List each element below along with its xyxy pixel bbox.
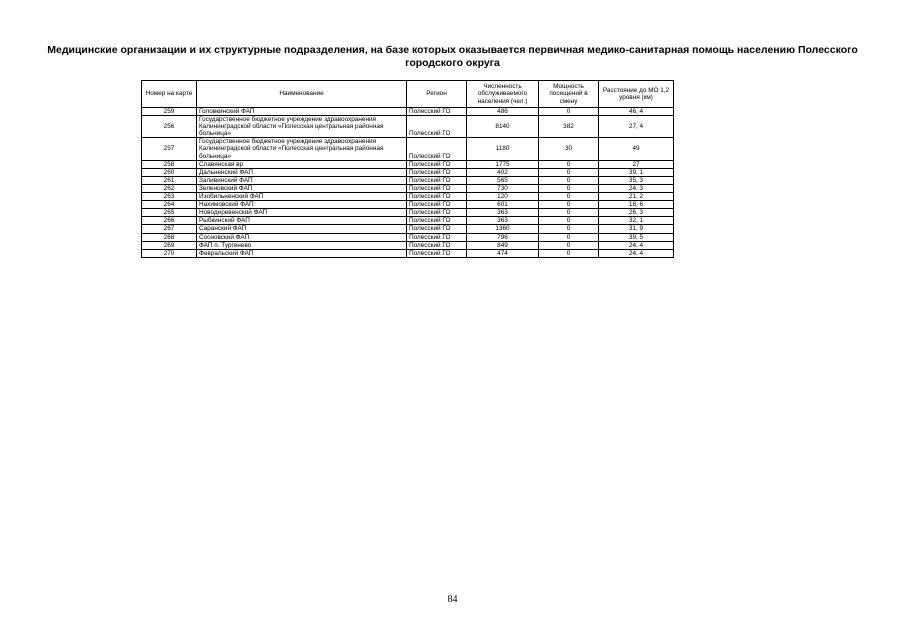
cell-name: Саранский ФАП xyxy=(197,225,407,233)
table-row xyxy=(142,116,674,138)
cell-name: Славянская вр xyxy=(197,160,407,168)
table-row xyxy=(142,138,674,160)
cell-capacity: 0 xyxy=(539,249,599,257)
cell-distance: 26, 3 xyxy=(599,209,674,217)
page-number: 84 xyxy=(447,594,458,605)
cell-map-number: 268 xyxy=(142,233,197,241)
cell-population: 402 xyxy=(467,168,539,176)
cell-map-number: 264 xyxy=(142,201,197,209)
cell-name: Дальненский ФАП xyxy=(197,168,407,176)
cell-region: Полесский ГО xyxy=(407,138,467,160)
cell-name: Заливинский ФАП xyxy=(197,176,407,184)
table-body xyxy=(142,108,674,258)
cell-name: Государственное бюджетное учреждение здравоохранения Калининградской области «Полесская центральная районная больница» xyxy=(197,116,407,138)
cell-region: Полесский ГО xyxy=(407,168,467,176)
cell-capacity: 0 xyxy=(539,108,599,116)
table-row xyxy=(142,108,674,116)
cell-region: Полесский ГО xyxy=(407,201,467,209)
cell-map-number: 265 xyxy=(142,209,197,217)
cell-region: Полесский ГО xyxy=(407,249,467,257)
cell-distance: 24, 3 xyxy=(599,184,674,192)
cell-map-number: 256 xyxy=(142,116,197,138)
header-population: Численность обслуживаемого населения (чел.) xyxy=(467,81,539,108)
cell-population: 565 xyxy=(467,176,539,184)
cell-map-number: 258 xyxy=(142,160,197,168)
cell-name: Февральский ФАП xyxy=(197,249,407,257)
cell-population: 849 xyxy=(467,241,539,249)
cell-name: Рыбкинский ФАП xyxy=(197,217,407,225)
table-header xyxy=(142,81,674,108)
table-row xyxy=(142,233,674,241)
cell-map-number: 267 xyxy=(142,225,197,233)
table-row xyxy=(142,193,674,201)
table-row xyxy=(142,225,674,233)
cell-name: Сосновский ФАП xyxy=(197,233,407,241)
cell-region: Полесский ГО xyxy=(407,225,467,233)
cell-name: Головкинский ФАП xyxy=(197,108,407,116)
document-title-line-2: городского округа xyxy=(405,57,500,69)
cell-region: Полесский ГО xyxy=(407,116,467,138)
cell-capacity: 0 xyxy=(539,225,599,233)
cell-map-number: 259 xyxy=(142,108,197,116)
table-row xyxy=(142,201,674,209)
cell-map-number: 270 xyxy=(142,249,197,257)
cell-capacity: 0 xyxy=(539,217,599,225)
table-header-row xyxy=(142,81,674,108)
cell-distance: 24, 4 xyxy=(599,241,674,249)
cell-population: 363 xyxy=(467,209,539,217)
cell-region: Полесский ГО xyxy=(407,241,467,249)
cell-map-number: 269 xyxy=(142,241,197,249)
cell-distance: 46, 4 xyxy=(599,108,674,116)
cell-region: Полесский ГО xyxy=(407,217,467,225)
cell-region: Полесский ГО xyxy=(407,108,467,116)
table-row xyxy=(142,209,674,217)
cell-capacity: 0 xyxy=(539,209,599,217)
cell-map-number: 260 xyxy=(142,168,197,176)
cell-capacity: 0 xyxy=(539,160,599,168)
cell-population: 363 xyxy=(467,217,539,225)
cell-capacity: 0 xyxy=(539,201,599,209)
cell-distance: 21, 2 xyxy=(599,193,674,201)
cell-name: Государственное бюджетное учреждение здравоохранения Калининградской области «Полесская центральная районная больница» xyxy=(197,138,407,160)
cell-capacity: 382 xyxy=(539,116,599,138)
cell-population: 474 xyxy=(467,249,539,257)
document-title-line-1: Медицинские организации и их структурные подразделения, на базе которых оказывается первичная медико-санитарная помощь населению Полесского xyxy=(47,44,858,56)
cell-region: Полесский ГО xyxy=(407,176,467,184)
header-region: Регион xyxy=(407,81,467,108)
cell-map-number: 261 xyxy=(142,176,197,184)
cell-distance: 49 xyxy=(599,138,674,160)
cell-name: Зеленовский ФАП xyxy=(197,184,407,192)
cell-distance: 39, 5 xyxy=(599,233,674,241)
cell-name: Нахимовский ФАП xyxy=(197,201,407,209)
cell-region: Полесский ГО xyxy=(407,209,467,217)
cell-capacity: 0 xyxy=(539,176,599,184)
cell-population: 601 xyxy=(467,201,539,209)
header-capacity: Мощность посещений в смену xyxy=(539,81,599,108)
cell-map-number: 257 xyxy=(142,138,197,160)
cell-population: 8140 xyxy=(467,116,539,138)
cell-map-number: 266 xyxy=(142,217,197,225)
table-row xyxy=(142,241,674,249)
cell-distance: 32, 1 xyxy=(599,217,674,225)
table-row xyxy=(142,176,674,184)
table-row xyxy=(142,184,674,192)
cell-population: 796 xyxy=(467,233,539,241)
cell-distance: 18, 6 xyxy=(599,201,674,209)
cell-capacity: 30 xyxy=(539,138,599,160)
cell-capacity: 0 xyxy=(539,168,599,176)
header-map-number: Номер на карте xyxy=(142,81,197,108)
cell-capacity: 0 xyxy=(539,184,599,192)
cell-name: Изобильненский ФАП xyxy=(197,193,407,201)
cell-map-number: 262 xyxy=(142,184,197,192)
cell-capacity: 0 xyxy=(539,233,599,241)
table-row xyxy=(142,168,674,176)
cell-region: Полесский ГО xyxy=(407,233,467,241)
cell-name: ФАП п. Тургенево xyxy=(197,241,407,249)
cell-region: Полесский ГО xyxy=(407,184,467,192)
cell-distance: 24, 4 xyxy=(599,249,674,257)
cell-distance: 31, 9 xyxy=(599,225,674,233)
cell-region: Полесский ГО xyxy=(407,193,467,201)
header-name: Наименование xyxy=(197,81,407,108)
cell-population: 486 xyxy=(467,108,539,116)
cell-distance: 35, 3 xyxy=(599,176,674,184)
document-title xyxy=(30,44,875,70)
cell-population: 1180 xyxy=(467,138,539,160)
header-distance: Расстояние до МО 1,2 уровня (км) xyxy=(599,81,674,108)
cell-capacity: 0 xyxy=(539,241,599,249)
cell-population: 1360 xyxy=(467,225,539,233)
cell-population: 120 xyxy=(467,193,539,201)
table-row xyxy=(142,249,674,257)
cell-map-number: 263 xyxy=(142,193,197,201)
table-row xyxy=(142,217,674,225)
cell-distance: 27 xyxy=(599,160,674,168)
table-row xyxy=(142,160,674,168)
cell-name: Новодеревенский ФАП xyxy=(197,209,407,217)
cell-region: Полесский ГО xyxy=(407,160,467,168)
cell-population: 730 xyxy=(467,184,539,192)
medical-organizations-table xyxy=(141,80,674,258)
cell-population: 1775 xyxy=(467,160,539,168)
cell-capacity: 0 xyxy=(539,193,599,201)
cell-distance: 39, 1 xyxy=(599,168,674,176)
cell-distance: 27, 4 xyxy=(599,116,674,138)
